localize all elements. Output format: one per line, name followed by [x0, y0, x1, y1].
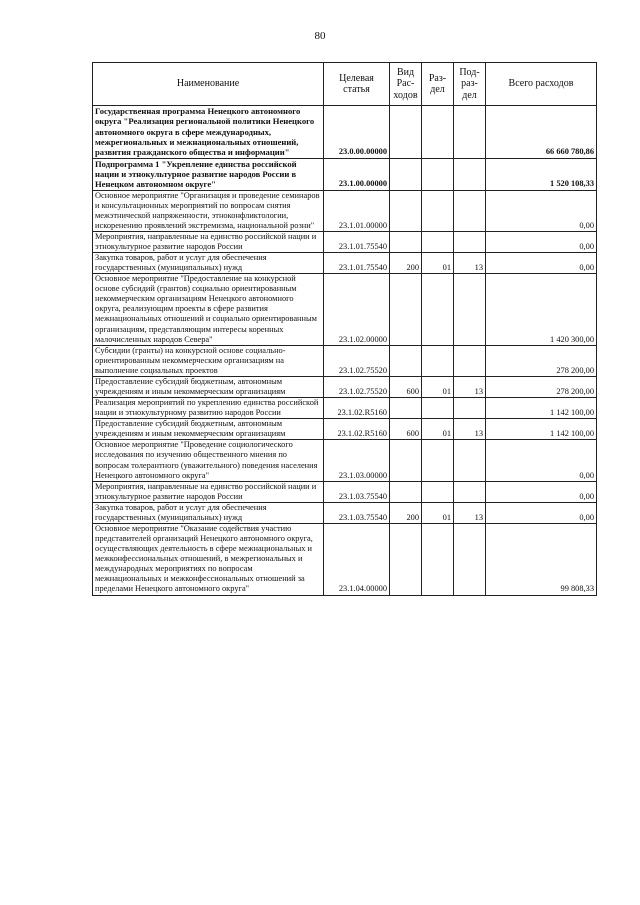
- cell-type: [390, 398, 422, 419]
- cell-section: 01: [422, 376, 454, 397]
- cell-total: 278 200,00: [486, 345, 597, 376]
- cell-name: Предоставление субсидий бюджетным, автономным учреждениям и иным некоммерческим организациям: [93, 376, 324, 397]
- cell-total: 278 200,00: [486, 376, 597, 397]
- cell-target: 23.1.02.R5160: [324, 398, 390, 419]
- cell-total: 0,00: [486, 252, 597, 273]
- cell-total: 66 660 780,86: [486, 106, 597, 159]
- cell-name: Основное мероприятие "Оказание содействия участию представителей организаций Ненецкого автономного округа, осуществляющих деятельность в сфере межнациональных и межконфессиональных отношений, в межрегиональных и международных мероприятиях по вопросам межнациональных и межконфессиональных отношений за пределами Ненецкого автономного округа": [93, 524, 324, 596]
- header-section: Раз-дел: [422, 63, 454, 106]
- cell-subsection: [454, 345, 486, 376]
- cell-section: [422, 231, 454, 252]
- table-row: [93, 376, 597, 397]
- cell-type: [390, 440, 422, 481]
- cell-total: 0,00: [486, 190, 597, 231]
- cell-section: [422, 345, 454, 376]
- cell-subsection: [454, 398, 486, 419]
- cell-target: 23.1.02.75520: [324, 376, 390, 397]
- table-header-row: [93, 63, 597, 106]
- cell-name: Закупка товаров, работ и услуг для обеспечения государственных (муниципальных) нужд: [93, 252, 324, 273]
- table-body: [93, 106, 597, 596]
- budget-table: [92, 62, 597, 596]
- table-row: [93, 419, 597, 440]
- table-row: [93, 158, 597, 190]
- cell-subsection: [454, 481, 486, 502]
- cell-section: 01: [422, 252, 454, 273]
- cell-section: 01: [422, 502, 454, 523]
- cell-section: [422, 524, 454, 596]
- table-row: [93, 440, 597, 481]
- cell-subsection: [454, 158, 486, 190]
- cell-target: 23.1.03.75540: [324, 502, 390, 523]
- table-row: [93, 274, 597, 346]
- cell-type: [390, 524, 422, 596]
- cell-total: 0,00: [486, 502, 597, 523]
- cell-total: 1 142 100,00: [486, 398, 597, 419]
- table-row: [93, 190, 597, 231]
- table-row: [93, 231, 597, 252]
- table-row: [93, 398, 597, 419]
- header-total: Всего расходов: [486, 63, 597, 106]
- header-subsection: Под-раз-дел: [454, 63, 486, 106]
- cell-type: [390, 158, 422, 190]
- cell-subsection: 13: [454, 419, 486, 440]
- header-target: Целевая статья: [324, 63, 390, 106]
- cell-subsection: [454, 231, 486, 252]
- header-name: Наименование: [93, 63, 324, 106]
- cell-total: 0,00: [486, 481, 597, 502]
- cell-name: Основное мероприятие "Проведение социологического исследования по изучению общественного мнения по вопросам толерантного (уважительного) поведения населения Ненецкого автономного округа": [93, 440, 324, 481]
- cell-subsection: [454, 440, 486, 481]
- cell-type: 200: [390, 502, 422, 523]
- cell-target: 23.1.01.75540: [324, 252, 390, 273]
- table-row: [93, 252, 597, 273]
- cell-target: 23.1.03.75540: [324, 481, 390, 502]
- cell-section: [422, 440, 454, 481]
- cell-target: 23.1.00.00000: [324, 158, 390, 190]
- cell-target: 23.1.04.00000: [324, 524, 390, 596]
- cell-name: Мероприятия, направленные на единство российской нации и этнокультурное развитие народов России: [93, 481, 324, 502]
- cell-type: [390, 106, 422, 159]
- cell-target: 23.1.01.75540: [324, 231, 390, 252]
- cell-name: Основное мероприятие "Организация и проведение семинаров и консультационных мероприятий по вопросам снятия межэтнической напряженности, этноконфликтологии, искоренению проявлений экстремизма, национальной розни": [93, 190, 324, 231]
- cell-type: 600: [390, 419, 422, 440]
- cell-type: [390, 190, 422, 231]
- cell-total: 0,00: [486, 440, 597, 481]
- cell-total: 1 520 108,33: [486, 158, 597, 190]
- cell-section: [422, 158, 454, 190]
- cell-subsection: [454, 106, 486, 159]
- cell-subsection: [454, 274, 486, 346]
- cell-total: 99 808,33: [486, 524, 597, 596]
- cell-name: Предоставление субсидий бюджетным, автономным учреждениям и иным некоммерческим организациям: [93, 419, 324, 440]
- cell-type: [390, 231, 422, 252]
- cell-subsection: [454, 524, 486, 596]
- cell-target: 23.1.03.00000: [324, 440, 390, 481]
- cell-total: 1 420 300,00: [486, 274, 597, 346]
- table-row: [93, 106, 597, 159]
- cell-total: 1 142 100,00: [486, 419, 597, 440]
- cell-section: [422, 274, 454, 346]
- cell-target: 23.1.01.00000: [324, 190, 390, 231]
- cell-subsection: 13: [454, 252, 486, 273]
- cell-target: 23.1.02.R5160: [324, 419, 390, 440]
- cell-section: [422, 190, 454, 231]
- cell-name: Субсидии (гранты) на конкурсной основе социально-ориентированным некоммерческим организациям на выполнение социальных проектов: [93, 345, 324, 376]
- cell-section: [422, 398, 454, 419]
- cell-target: 23.0.00.00000: [324, 106, 390, 159]
- cell-section: [422, 106, 454, 159]
- cell-subsection: 13: [454, 376, 486, 397]
- cell-name: Мероприятия, направленные на единство российской нации и этнокультурное развитие народов России: [93, 231, 324, 252]
- cell-section: [422, 481, 454, 502]
- table-row: [93, 481, 597, 502]
- cell-type: 200: [390, 252, 422, 273]
- cell-total: 0,00: [486, 231, 597, 252]
- cell-target: 23.1.02.00000: [324, 274, 390, 346]
- cell-subsection: [454, 190, 486, 231]
- cell-name: Основное мероприятие "Предоставление на конкурсной основе субсидий (грантов) социально ориентированным некоммерческим организациям Ненецкого автономного округа, реализующим проекты в сфере развития межнациональных отношений и социально ориентированным организациям, представляющим интересы коренных малочисленных народов Севера": [93, 274, 324, 346]
- cell-type: [390, 274, 422, 346]
- cell-type: [390, 345, 422, 376]
- cell-name: Закупка товаров, работ и услуг для обеспечения государственных (муниципальных) нужд: [93, 502, 324, 523]
- cell-name: Реализация мероприятий по укреплению единства российской нации и этнокультурному развитию народов России: [93, 398, 324, 419]
- table-row: [93, 345, 597, 376]
- page-number: 80: [314, 30, 326, 42]
- table-row: [93, 524, 597, 596]
- cell-target: 23.1.02.75520: [324, 345, 390, 376]
- cell-type: 600: [390, 376, 422, 397]
- cell-section: 01: [422, 419, 454, 440]
- cell-subsection: 13: [454, 502, 486, 523]
- table-row: [93, 502, 597, 523]
- cell-type: [390, 481, 422, 502]
- header-type: Вид Рас-ходов: [390, 63, 422, 106]
- cell-name: Подпрограмма 1 "Укрепление единства российской нации и этнокультурное развитие народов России в Ненецком автономном округе": [93, 158, 324, 190]
- cell-name: Государственная программа Ненецкого автономного округа "Реализация региональной политики Ненецкого автономного округа в сфере международных, межрегиональных и межнациональных отношений, развития гражданского общества и информации": [93, 106, 324, 159]
